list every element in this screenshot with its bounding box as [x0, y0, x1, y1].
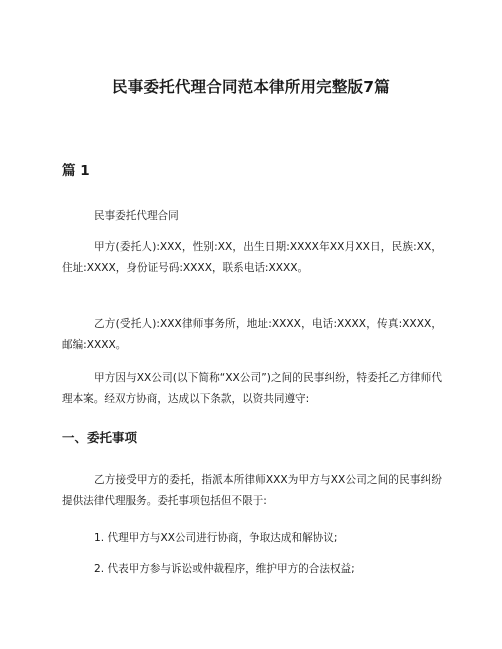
chapter-heading: 一、委托事项 — [62, 430, 138, 445]
document-title: 民事委托代理合同范本律所用完整版7篇 — [112, 78, 390, 96]
party-b-paragraph: 乙方(受托人):XXX律师事务所，地址:XXXX，电话:XXXX，传真:XXXX，邮编:XXXX。 — [62, 318, 442, 351]
list-item: 1. 代理甲方与XX公司进行协商，争取达成和解协议; — [94, 532, 338, 544]
list-item: 2. 代表甲方参与诉讼或仲裁程序，维护甲方的合法权益; — [94, 563, 355, 575]
contract-name: 民事委托代理合同 — [94, 210, 179, 222]
section-heading: 篇 1 — [62, 163, 90, 179]
intro-paragraph: 甲方因与XX公司(以下简称“XX公司”)之间的民事纠纷，特委托乙方律师代理本案。经双方协商，达成以下条款，以资共同遵守: — [62, 372, 442, 405]
chapter-intro-paragraph: 乙方接受甲方的委托，指派本所律师XXX为甲方与XX公司之间的民事纠纷提供法律代理服务。委托事项包括但不限于: — [62, 474, 442, 507]
party-a-paragraph: 甲方(委托人):XXX，性别:XX，出生日期:XXXX年XX月XX日，民族:XX，住址:XXXX，身份证号码:XXXX，联系电话:XXXX。 — [62, 241, 442, 274]
